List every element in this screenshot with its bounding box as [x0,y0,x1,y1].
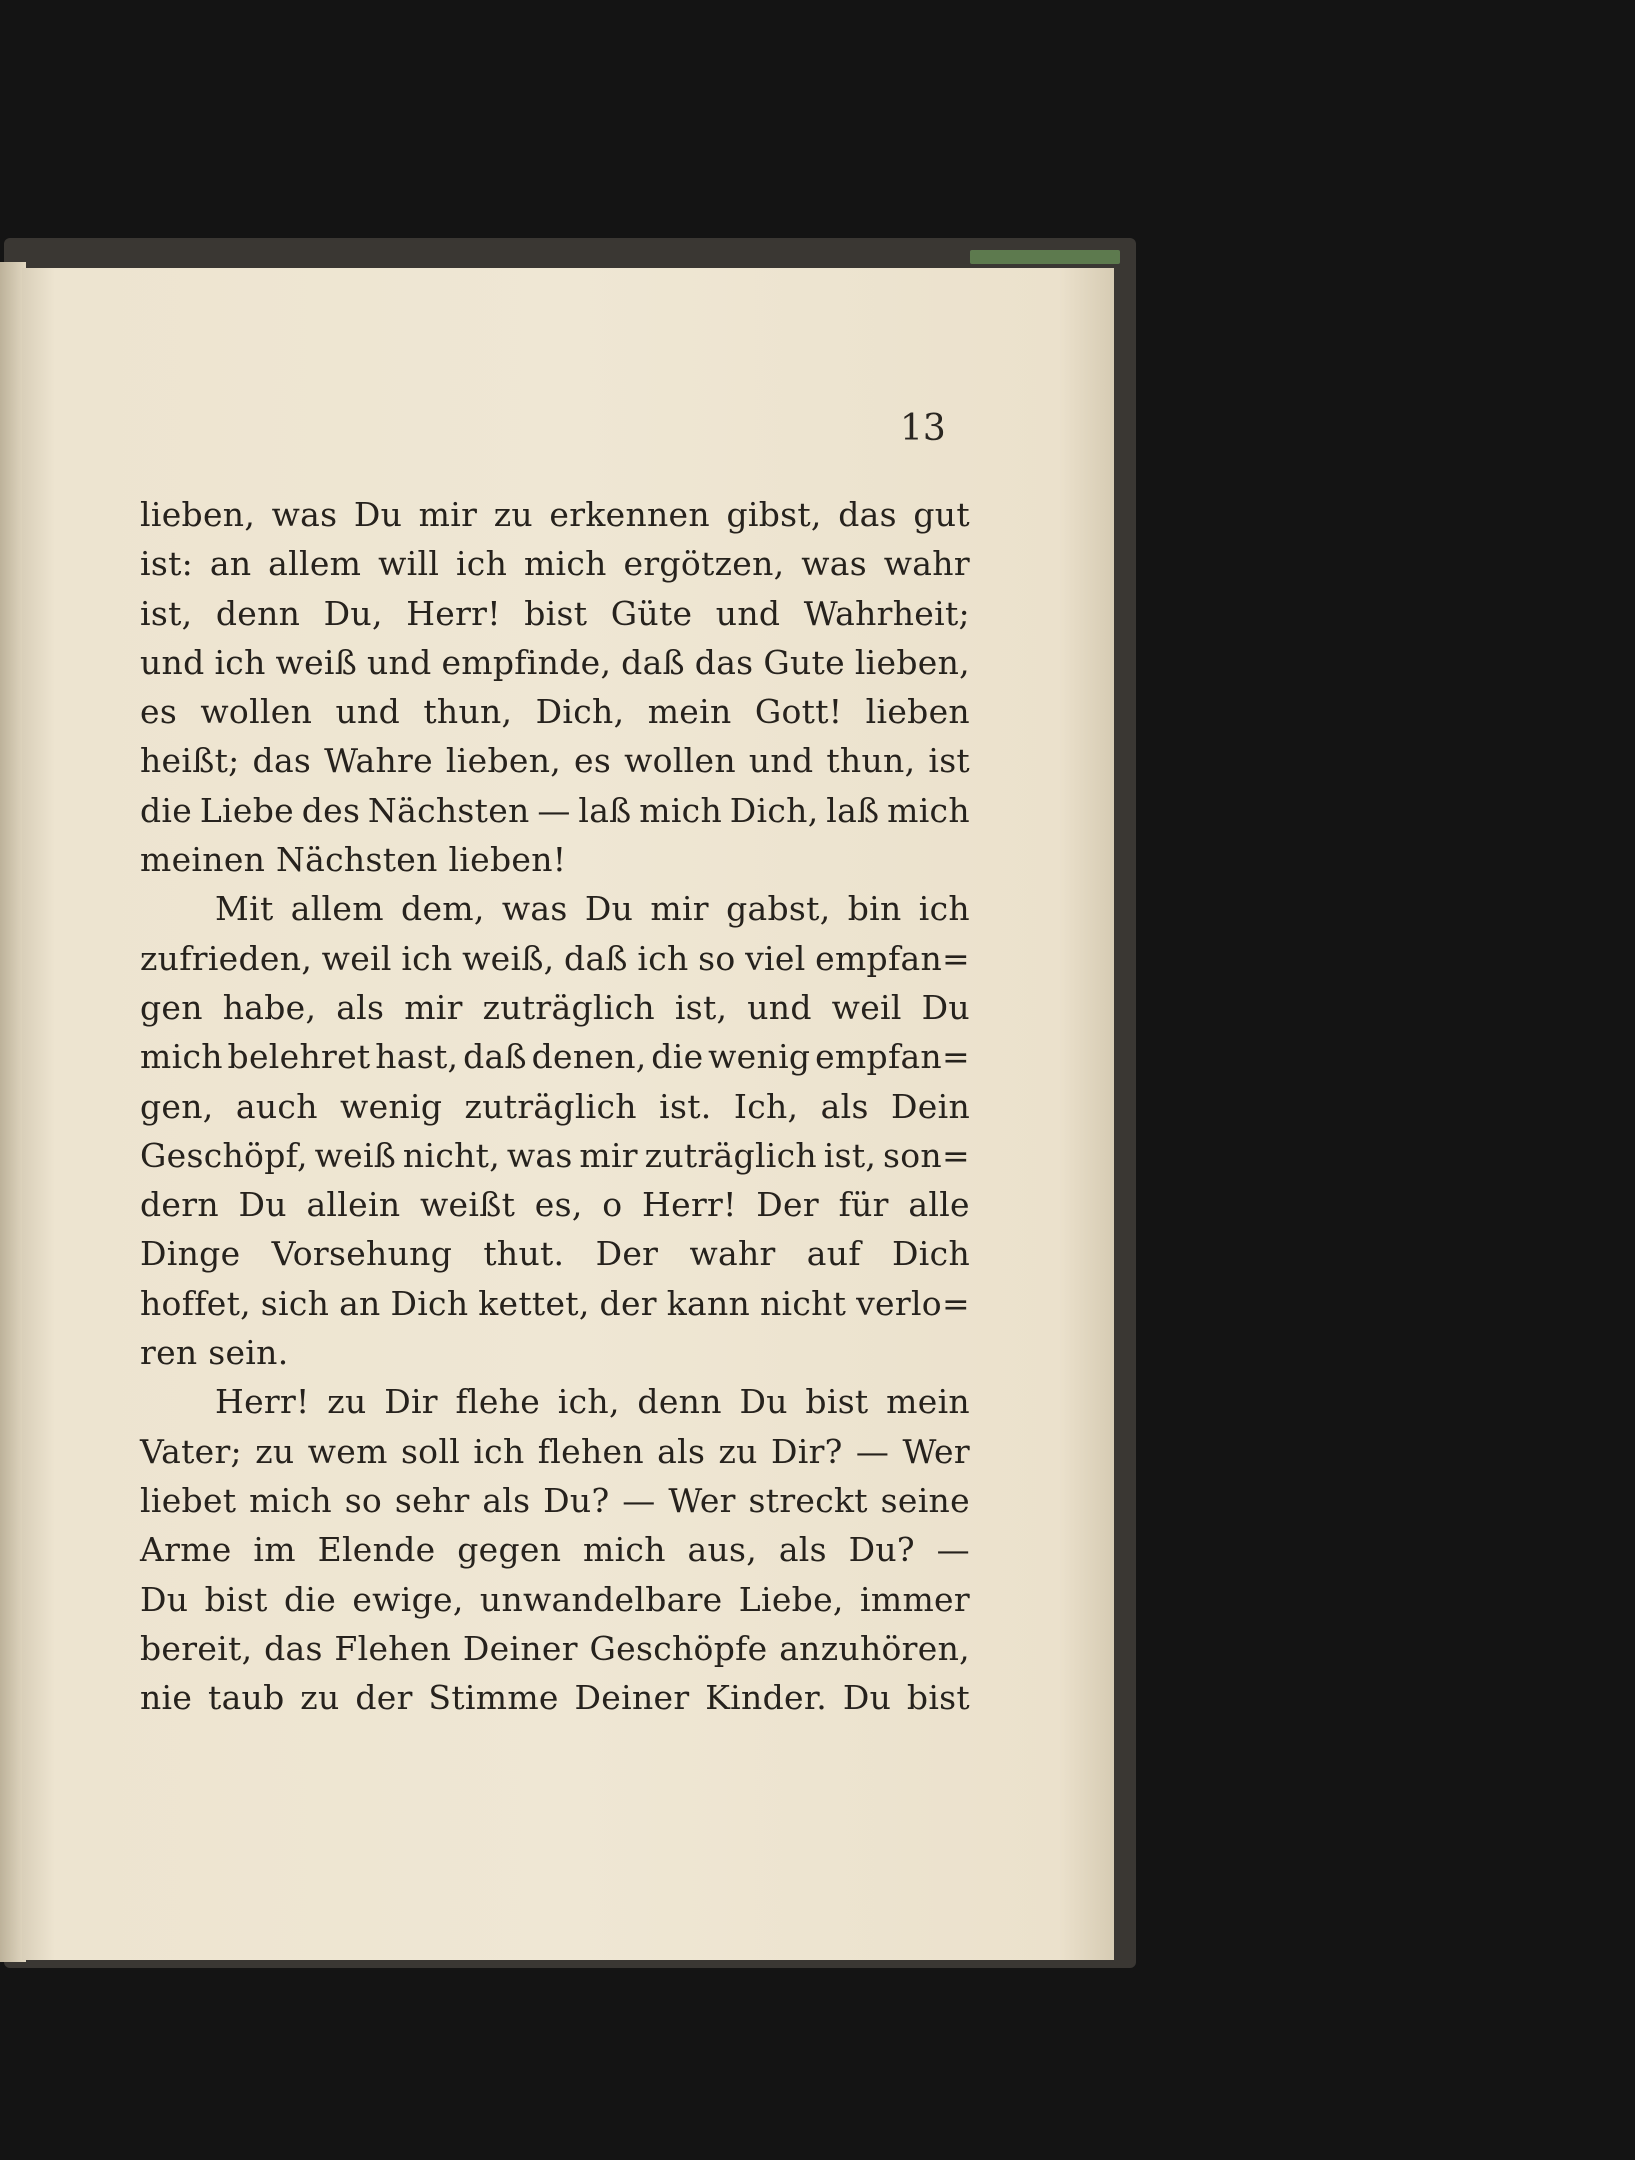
text-line: liebet mich so sehr als Du? — Wer streckt seine [140,1480,970,1520]
text-line: gen habe, als mir zuträglich ist, und weil Du [140,987,970,1027]
text-line: und ich weiß und empfinde, daß das Gute lieben, [140,642,970,682]
text-line: hoffet, sich an Dich kettet, der kann nicht verlo= [140,1283,970,1323]
text-line: ren sein. [140,1333,289,1373]
text-line: zufrieden, weil ich weiß, daß ich so viel empfan= [140,938,970,978]
text-line: Arme im Elende gegen mich aus, als Du? — [140,1530,970,1570]
cover-edge [970,250,1120,264]
text-line: lieben, was Du mir zu erkennen gibst, das gut [140,495,970,534]
text-line: heißt; das Wahre lieben, es wollen und thun, ist [140,741,970,781]
text-line: dern Du allein weißt es, o Herr! Der für alle [140,1185,970,1225]
text-line: Vater; zu wem soll ich flehen als zu Dir? — Wer [140,1431,970,1471]
text-line: Dinge Vorsehung thut. Der wahr auf Dich [140,1234,970,1274]
text-line: die Liebe des Nächsten — laß mich Dich, laß mich [140,790,970,830]
text-line: Mit allem dem, was Du mir gabst, bin ich [215,889,970,929]
text-line: mich belehret hast, daß denen, die wenig empfan= [140,1037,970,1077]
text-line: meinen Nächsten lieben! [140,840,567,880]
text-line: gen, auch wenig zuträglich ist. Ich, als Dein [140,1086,970,1126]
text-line: es wollen und thun, Dich, mein Gott! lieben [140,692,970,732]
text-line: ist, denn Du, Herr! bist Güte und Wahrheit; [140,593,970,633]
text-line: Geschöpf, weiß nicht, was mir zuträglich ist, son= [140,1135,970,1175]
page-text [140,490,970,1722]
text-line: nie taub zu der Stimme Deiner Kinder. Du bist [140,1678,970,1718]
text-line: ist: an allem will ich mich ergötzen, was wahr [140,544,970,584]
text-line: Herr! zu Dir flehe ich, denn Du bist mein [215,1382,970,1422]
text-line: bereit, das Flehen Deiner Geschöpfe anzuhören, [140,1628,970,1668]
page-number: 13 [900,408,946,449]
text-line: Du bist die ewige, unwandelbare Liebe, immer [140,1579,970,1619]
